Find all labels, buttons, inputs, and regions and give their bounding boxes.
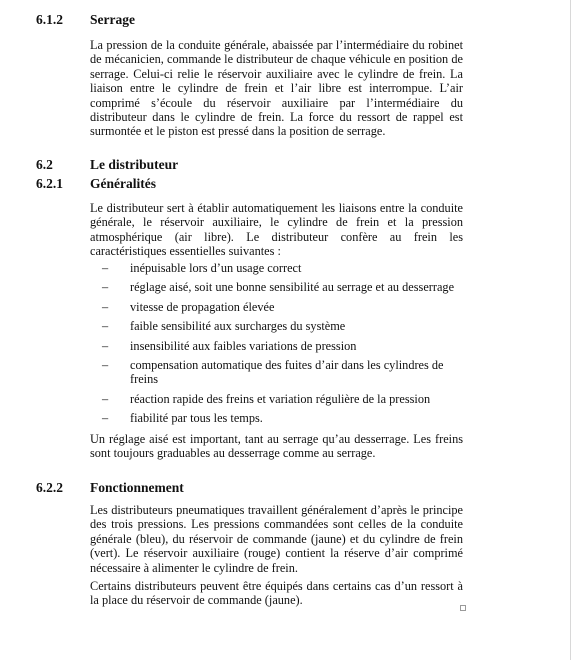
section-number: 6.1.2 [36,12,63,27]
bullet-dash: – [102,280,109,295]
section-number: 6.2 [36,157,53,172]
list-item-text: compensation automatique des fuites d’air dans les cylindres de freins [130,358,444,387]
section-number: 6.2.2 [36,480,63,495]
paragraph-generalites-intro: Le distributeur sert à établir automatiquement les liaisons entre la conduite générale, le réservoir auxiliaire, le cylindre de frein et la pression atmosphérique (air libre). Le distributeur confère au frein les caractéristiques essentielles suivantes : [90,201,463,259]
characteristics-list [90,261,463,431]
bullet-dash: – [102,391,109,406]
list-item-text: inépuisable lors d’un usage correct [130,261,302,275]
list-item-text: vitesse de propagation élevée [130,299,275,314]
heading-6-1-2 [36,12,135,28]
bullet-dash: – [102,299,109,314]
heading-6-2-1 [36,176,156,192]
section-title: Fonctionnement [90,480,184,495]
list-item [90,300,463,314]
list-item-text: fiabilité par tous les temps. [130,411,263,426]
list-item [90,411,463,425]
bullet-dash: – [102,358,109,373]
list-item [90,358,463,387]
list-item [90,280,463,294]
heading-6-2-2 [36,480,184,496]
section-title: Serrage [90,12,135,27]
list-item [90,339,463,353]
bullet-dash: – [102,319,109,334]
section-title: Le distributeur [90,157,179,172]
list-item [90,392,463,406]
list-item [90,261,463,275]
paragraph-fonctionnement-2: Certains distributeurs peuvent être équipés dans certains cas d’un ressort à la place du réservoir de commande (jaune). [90,579,463,608]
paragraph-end-marker [460,605,466,611]
paragraph-fonctionnement-1: Les distributeurs pneumatiques travaillent généralement d’après le principe des trois pressions. Les pressions commandées sont celles de la conduite générale (bleu), du réservoir de commande (jaune) et du cylindre de frein (vert). Le réservoir auxiliaire (rouge) contient la réserve d’air comprimé nécessaire à alimenter le cylindre de frein. [90,503,463,575]
section-title: Généralités [90,176,156,191]
paragraph-serrage: La pression de la conduite générale, abaissée par l’intermédiaire du robinet de mécanicien, commande le distributeur de chaque véhicule en position de serrage. Celui-ci relie le réservoir auxiliaire avec le cylindre de frein. La liaison entre le cylindre de frein et l’air libre est interrompue. L’air comprimé s’écoule du réservoir auxiliaire par l’intermédiaire du distributeur dans le cylindre de frein. La force du ressort de rappel est surmontée et le piston est pressé dans la position de serrage. [90,38,463,139]
section-number: 6.2.1 [36,176,63,191]
bullet-dash: – [102,411,109,426]
paragraph-generalites-outro: Un réglage aisé est important, tant au serrage qu’au desserrage. Les freins sont toujours graduables au desserrage comme au serrage. [90,432,463,461]
list-item [90,319,463,333]
list-item-text: réaction rapide des freins et variation régulière de la pression [130,391,431,406]
bullet-dash: – [102,338,109,353]
list-item-text: faible sensibilité aux surcharges du système [130,319,346,334]
list-item-text: réglage aisé, soit une bonne sensibilité au serrage et au desserrage [130,280,455,295]
heading-6-2 [36,157,178,173]
bullet-dash: – [102,261,109,275]
list-item-text: insensibilité aux faibles variations de pression [130,338,357,353]
